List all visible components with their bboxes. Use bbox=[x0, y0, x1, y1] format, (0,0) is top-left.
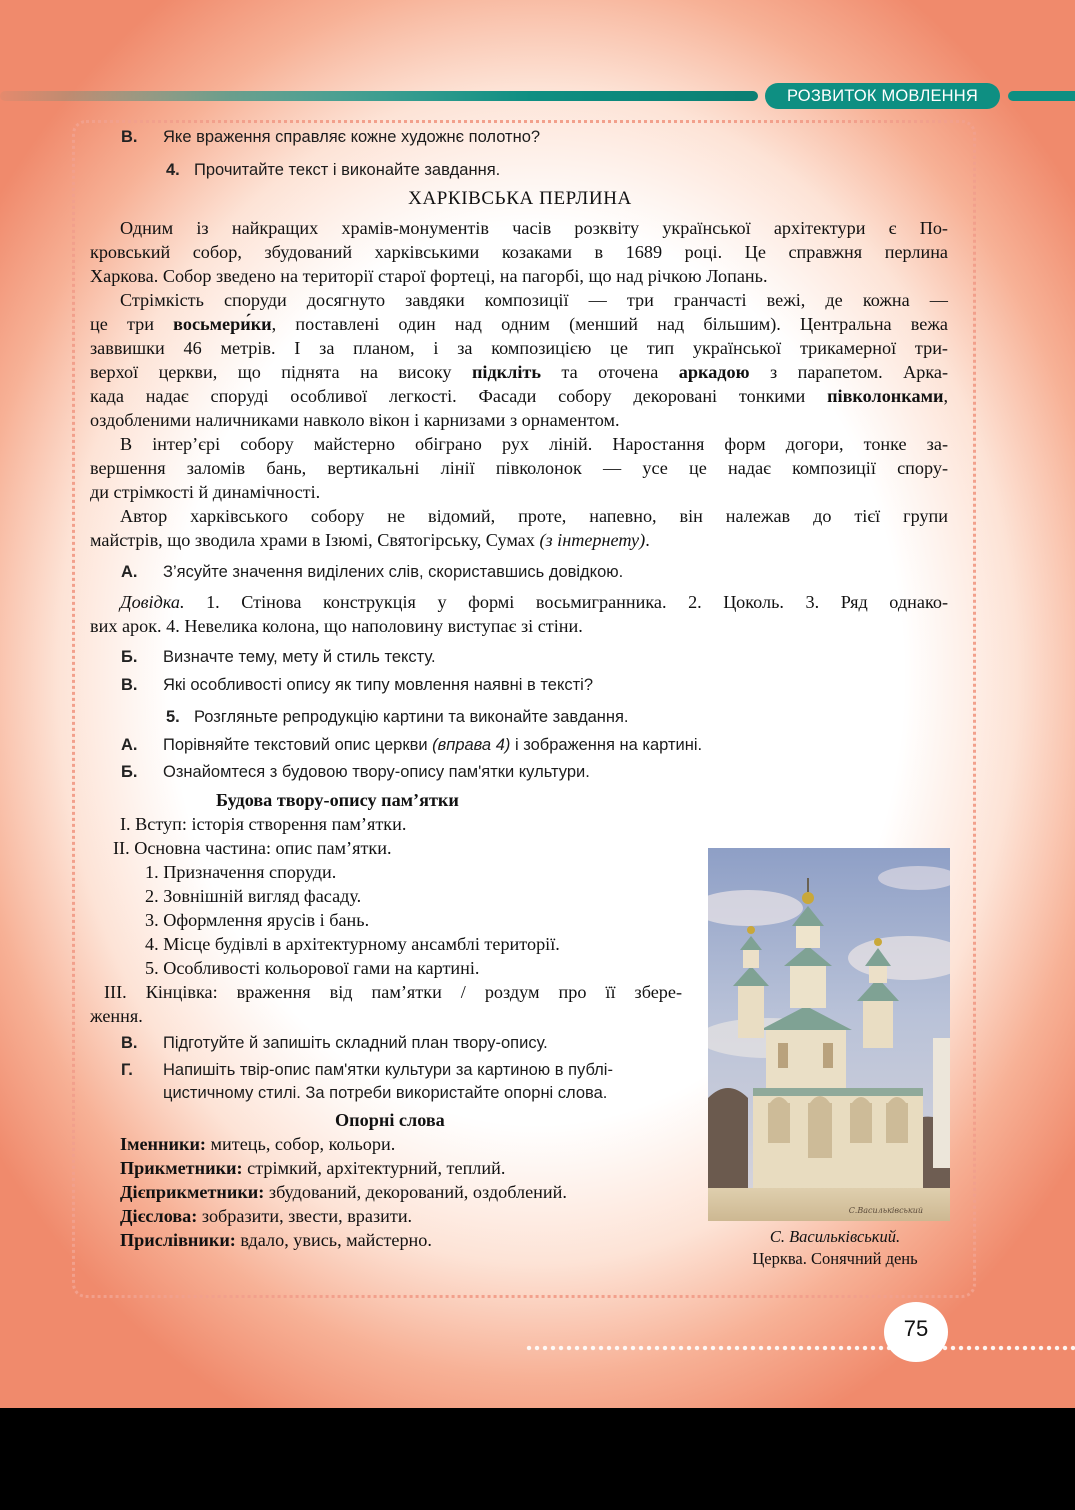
exercise-text: Розгляньте репродукцію картини та виконайте завдання. bbox=[194, 708, 629, 726]
reference-label: Довідка. bbox=[120, 592, 185, 612]
task-text: Підготуйте й запишіть складний план твору-опису. bbox=[163, 1034, 548, 1052]
structure-heading: Будова твору-опису пам’ятки bbox=[216, 790, 459, 810]
highlighted-term: восьмери́ки bbox=[173, 314, 272, 334]
article-title: ХАРКІВСЬКА ПЕРЛИНА bbox=[408, 188, 632, 209]
task-label: В. bbox=[121, 1034, 138, 1052]
article-line: Одним із найкращих храмів-монументів часів розквіту української архітектури є По- bbox=[120, 218, 948, 238]
task-text: Яке враження справляє кожне художнє полотно? bbox=[163, 128, 541, 146]
task-label: Г. bbox=[121, 1061, 133, 1079]
exercise-number: 4. bbox=[166, 161, 180, 179]
task-text: З’ясуйте значення виділених слів, скориставшись довідкою. bbox=[163, 563, 624, 581]
task-text: цистичному стилі. За потреби використайте опорні слова. bbox=[163, 1084, 608, 1102]
structure-item: 1. Призначення споруди. bbox=[145, 862, 337, 882]
highlighted-term: півколонками bbox=[827, 386, 944, 406]
task-label: В. bbox=[121, 128, 138, 146]
painting-title: Церква. Сонячний день bbox=[752, 1249, 918, 1268]
page-number: 75 bbox=[903, 1316, 929, 1341]
structure-item: 4. Місце будівлі в архітектурному ансамблі території. bbox=[145, 934, 560, 954]
structure-item: 3. Оформлення ярусів і бань. bbox=[145, 910, 370, 930]
church-painting bbox=[708, 848, 950, 1221]
exercise-number: 5. bbox=[166, 708, 180, 726]
article-line: Автор харківського собору не відомий, проте, напевно, він належав до тієї групи bbox=[120, 506, 948, 526]
header-stripe-end bbox=[1008, 91, 1075, 101]
task-text: Ознайомтеся з будовою твору-опису пам'ятки культури. bbox=[163, 763, 590, 781]
task-text: Порівняйте текстовий опис церкви (вправа 4) і зображення на картині. bbox=[163, 736, 703, 754]
article-line: ди стрімкості й динамічності. bbox=[90, 482, 321, 502]
structure-item: 2. Зовнішній вигляд фасаду. bbox=[145, 886, 362, 906]
article-line: верхої церкви, що піднята на високу підкліть та оточена аркадою з парапетом. Арка- bbox=[90, 362, 949, 382]
task-text: Які особливості опису як типу мовлення наявні в тексті? bbox=[163, 676, 593, 694]
structure-part: І. Вступ: історія створення пам’ятки. bbox=[120, 814, 407, 834]
task-text: Напишіть твір-опис пам'ятки культури за картиною в публі- bbox=[163, 1061, 613, 1079]
article-line: Харкова. Собор зведено на території старої фортеці, на пагорбі, що над річкою Лопань. bbox=[90, 266, 768, 286]
task-label: Б. bbox=[121, 648, 138, 666]
task-text: Визначте тему, мету й стиль тексту. bbox=[163, 648, 436, 666]
keyword-row: Дієслова: зобразити, звести, вразити. bbox=[120, 1206, 413, 1226]
exercise-text: Прочитайте текст і виконайте завдання. bbox=[194, 161, 501, 179]
section-tag: РОЗВИТОК МОВЛЕННЯ bbox=[765, 83, 1000, 109]
painting-author: С. Васильківський. bbox=[769, 1227, 901, 1246]
structure-part: ІІ. Основна частина: опис пам’ятки. bbox=[113, 838, 392, 858]
article-line: кровський собор, збудований харківськими козаками в 1689 році. Це справжня перлина bbox=[90, 242, 948, 262]
header-stripe bbox=[0, 91, 758, 101]
article-line: оздобленими наличниками навколо вікон і карнизами з орнаментом. bbox=[90, 410, 620, 430]
keywords-heading: Опорні слова bbox=[335, 1110, 445, 1130]
structure-part: ження. bbox=[90, 1006, 143, 1026]
keyword-row: Прикметники: стрімкий, архітектурний, теплий. bbox=[120, 1158, 506, 1178]
structure-part: ІІІ. Кінцівка: враження від пам’ятки / роздум про її збере- bbox=[104, 982, 682, 1002]
decorative-dots bbox=[525, 1345, 1075, 1351]
article-line: заввишки 46 метрів. І за планом, і за композицією це тип української трикамерної три- bbox=[90, 338, 948, 358]
task-label: А. bbox=[121, 563, 138, 581]
highlighted-term: аркадою bbox=[678, 362, 750, 382]
reference-line: Довідка. 1. Стінова конструкція у формі восьмигранника. 2. Цоколь. 3. Ряд однако- bbox=[120, 592, 948, 612]
keyword-row: Прислівники: вдало, увись, майстерно. bbox=[120, 1230, 432, 1250]
keyword-row: Іменники: митець, собор, кольори. bbox=[120, 1134, 396, 1154]
reference-line: вих арок. 4. Невелика колона, що наполовину виступає зі стіни. bbox=[90, 616, 583, 636]
article-line: вершення заломів бань, вертикальні лінії півколонок — усе це надає композиції спору- bbox=[90, 458, 948, 478]
source-note: (з інтернету) bbox=[539, 530, 646, 550]
structure-item: 5. Особливості кольорової гами на картині. bbox=[145, 958, 480, 978]
article-line: Стрімкість споруди досягнуто завдяки композиції — три гранчасті вежі, де кожна — bbox=[120, 290, 948, 310]
keyword-row: Дієприкметники: збудований, декорований, оздоблений. bbox=[120, 1182, 567, 1202]
article-line: В інтер’єрі собору майстерно обіграно рух ліній. Наростання форм догори, тонке за- bbox=[120, 434, 948, 454]
highlighted-term: підкліть bbox=[471, 362, 541, 382]
article-line: майстрів, що зводила храми в Ізюмі, Святогірську, Сумах (з інтернету). bbox=[90, 530, 650, 550]
task-label: В. bbox=[121, 676, 138, 694]
task-label: А. bbox=[121, 736, 138, 754]
article-line: це три восьмери́ки, поставлені один над одним (менший над більшим). Центральна вежа bbox=[90, 314, 948, 334]
painting-signature: С.Васильківський bbox=[848, 1206, 923, 1215]
article-line: када надає споруді особливої легкості. Фасади собору декоровані тонкими півколонками, bbox=[90, 386, 948, 406]
task-label: Б. bbox=[121, 763, 138, 781]
